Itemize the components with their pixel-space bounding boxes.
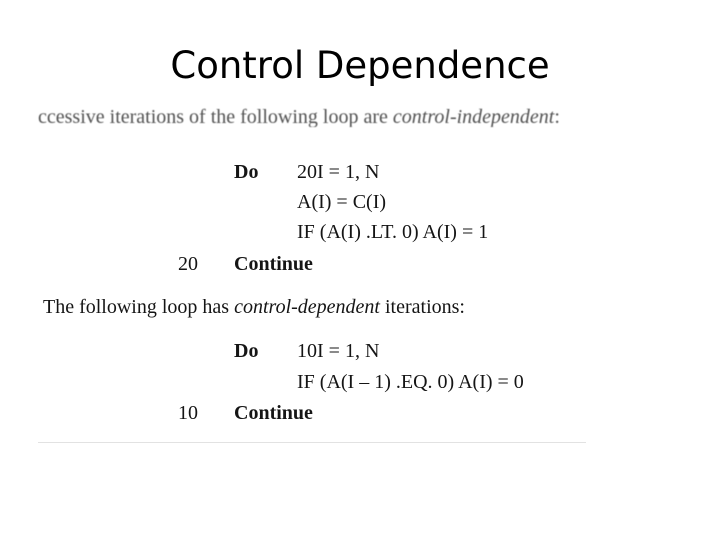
line-label: 20 [178,253,198,275]
line-label: 10 [178,402,198,424]
keyword: Do [234,340,259,362]
code-line [38,218,590,246]
top-line-emphasis: control-independent [392,107,555,127]
prose-start: The following loop has [43,296,235,318]
statement: 20I = 1, N [297,161,380,183]
code-line [38,188,590,216]
top-line-start: ccessive iterations of the following loop are [38,107,393,127]
keyword: Do [234,161,259,183]
top-cut-line [38,107,590,127]
code-line [38,337,590,365]
code-line [38,368,590,396]
code-line [38,250,590,278]
statement: IF (A(I) .LT. 0) A(I) = 1 [297,221,489,243]
description-line [43,295,563,319]
slide-title: Control Dependence [170,44,550,87]
prose-end: iterations: [379,296,465,318]
cut-off-bottom-line [38,439,590,446]
prose-emphasis: control-dependent [234,296,380,318]
scanned-text-image [38,107,590,450]
code-line [38,158,590,186]
code-line [38,399,590,427]
keyword: Continue [234,253,313,275]
statement: 10I = 1, N [297,340,380,362]
statement: A(I) = C(I) [297,191,387,213]
keyword: Continue [234,402,313,424]
top-line-end: : [554,107,560,127]
statement: IF (A(I – 1) .EQ. 0) A(I) = 0 [297,371,524,393]
